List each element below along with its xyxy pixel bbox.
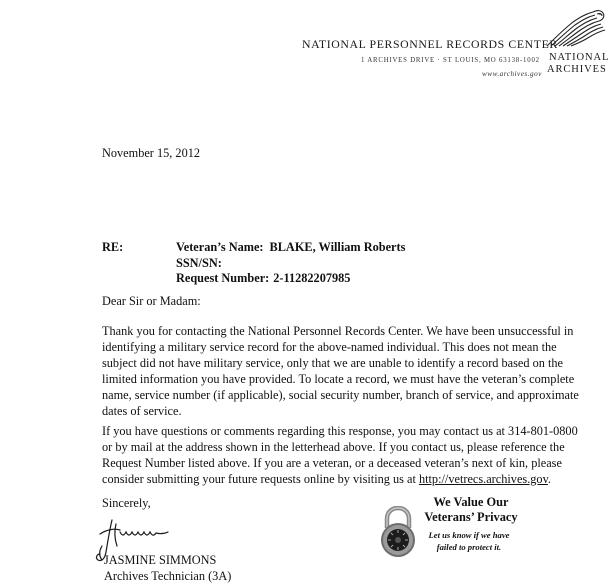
ssn-line xyxy=(176,256,405,272)
reference-block xyxy=(176,240,405,287)
paragraph-1-line: dates of service. xyxy=(102,403,182,418)
privacy-sub-line-2: failed to protect it. xyxy=(436,541,502,552)
paragraph-2-last-suffix: . xyxy=(547,471,551,486)
letter-date: November 15, 2012 xyxy=(102,146,201,160)
paragraph-2-line: If you have questions or comments regarding this response, you may contact us at 314-801-0800 xyxy=(102,424,578,438)
request-number-label: Request Number: xyxy=(176,271,270,285)
signer-name: JASMINE SIMMONS xyxy=(104,553,217,567)
salutation: Dear Sir or Madam: xyxy=(102,294,201,308)
paragraph-1-line: identifying a military service record for the above-named individual. This does not mean the xyxy=(102,339,557,354)
privacy-badge-title xyxy=(415,495,527,525)
paragraph-2-last-prefix: consider submitting your future requests online by visiting us at xyxy=(102,471,419,486)
logo-word-archives: ARCHIVES xyxy=(547,64,607,75)
re-label: RE: xyxy=(102,240,124,254)
ssn-label: SSN/SN: xyxy=(176,255,222,270)
letterhead-address: 1 ARCHIVES DRIVE · ST LOUIS, MO 63138-1002 xyxy=(361,57,540,64)
privacy-sub-line-1: Let us know if we have xyxy=(428,530,510,540)
letterhead-center-name: NATIONAL PERSONNEL RECORDS CENTER xyxy=(302,37,558,51)
combination-padlock-icon xyxy=(376,506,420,558)
vetrecs-link[interactable]: http://vetrecs.archives.gov xyxy=(418,471,548,486)
privacy-badge-subtitle xyxy=(416,530,522,553)
signer-title: Archives Technician (3A) xyxy=(104,569,232,583)
paragraph-1-line: name, service number (if applicable), social security number, branch of service, and approximate xyxy=(102,387,579,402)
veteran-name-line xyxy=(176,240,405,256)
veteran-name-label: Veteran’s Name: xyxy=(176,240,264,254)
paragraph-1-line: subject did not have military service, only that we are unable to identify a record based on the xyxy=(102,355,563,370)
privacy-line-1: We Value Our xyxy=(433,495,509,509)
request-number-line xyxy=(176,271,405,287)
request-number-value: 2-11282207985 xyxy=(273,271,351,285)
paragraph-1-line: Thank you for contacting the National Personnel Records Center. We have been unsuccessful in xyxy=(102,324,574,338)
veteran-name-value: BLAKE, William Roberts xyxy=(269,240,406,254)
paragraph-2-line: Request Number listed above. If you are a veteran, or a deceased veteran’s next of kin, please xyxy=(102,455,562,470)
paragraph-2 xyxy=(102,424,578,488)
paragraph-1-line: limited information you have provided. To locate a record, we must have the veteran’s complete xyxy=(102,371,575,386)
national-archives-eagle-logo xyxy=(545,8,609,48)
logo-word-national: NATIONAL xyxy=(549,52,610,63)
paragraph-2-last-line xyxy=(102,472,578,488)
privacy-line-2: Veterans’ Privacy xyxy=(424,510,518,524)
letterhead-website: www.archives.gov xyxy=(482,70,542,78)
closing: Sincerely, xyxy=(102,496,151,510)
paragraph-2-line: or by mail at the address shown in the letterhead above. If you contact us, please reference the xyxy=(102,439,565,454)
paragraph-1 xyxy=(102,324,579,419)
